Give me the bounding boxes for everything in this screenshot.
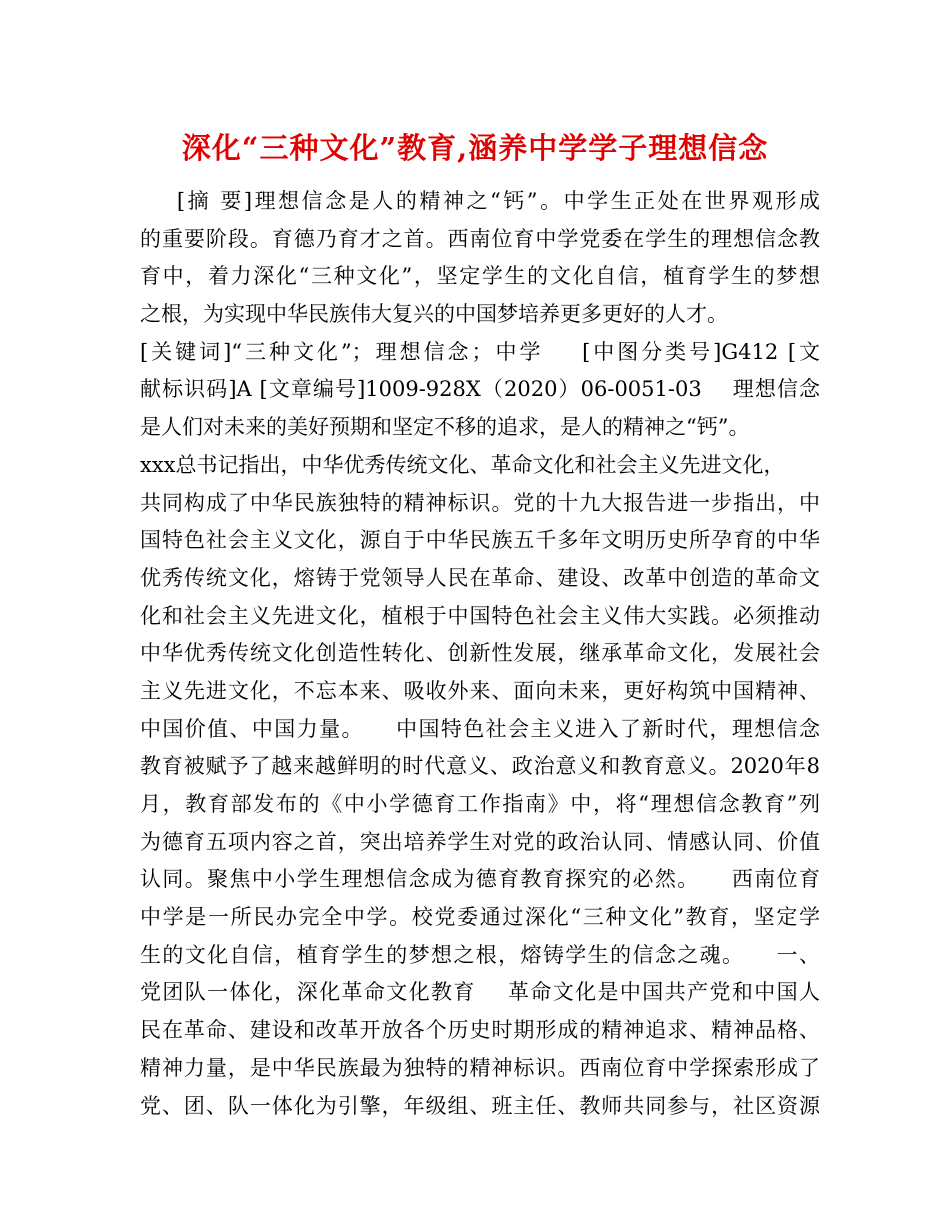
document-title: 深化“三种文化”教育,涵养中学学子理想信念 — [181, 131, 769, 165]
body-line: xxx总书记指出，中华优秀传统文化、革命文化和社会主义先进文化， — [140, 452, 785, 477]
body-line: 认同。聚焦中小学生理想信念成为德育教育探究的必然。 西南位育 — [140, 867, 820, 892]
body-line: 化和社会主义先进文化，植根于中国特色社会主义伟大实践。必须推动 — [140, 603, 820, 628]
body-line: 中华优秀传统文化创造性转化、创新性发展，继承革命文化，发展社会 — [140, 641, 820, 666]
body-line: 献标识码]A [文章编号]1009-928X（2020）06-0051-03 理想信念 — [140, 377, 820, 402]
body-line: 民在革命、建设和改革开放各个历史时期形成的精神追求、精神品格、 — [140, 1018, 820, 1043]
body-line: 中学是一所民办完全中学。校党委通过深化“三种文化”教育，坚定学 — [140, 905, 820, 930]
body-line: 中国价值、中国力量。 中国特色社会主义进入了新时代，理想信念 — [140, 716, 820, 741]
body-line: 党、团、队一体化为引擎，年级组、班主任、教师共同参与，社区资源 — [140, 1093, 820, 1118]
document-body — [140, 183, 820, 1125]
body-line: 主义先进文化，不忘本来、吸收外来、面向未来，更好构筑中国精神、 — [140, 678, 820, 703]
body-line: 是人们对未来的美好预期和坚定不移的追求，是人的精神之“钙”。 — [140, 415, 750, 440]
body-line: 共同构成了中华民族独特的精神标识。党的十九大报告进一步指出，中 — [140, 490, 820, 515]
body-line: 教育被赋予了越来越鲜明的时代意义、政治意义和教育意义。2020年8 — [140, 754, 820, 779]
body-line: 精神力量，是中华民族最为独特的精神标识。西南位育中学探索形成了 — [140, 1055, 820, 1080]
body-line: 党团队一体化，深化革命文化教育 革命文化是中国共产党和中国人 — [140, 980, 820, 1005]
body-line: 生的文化自信，植育学生的梦想之根，熔铸学生的信念之魂。 一、 — [140, 942, 820, 967]
body-line: 为德育五项内容之首，突出培养学生对党的政治认同、情感认同、价值 — [140, 829, 820, 854]
body-line: [摘 要]理想信念是人的精神之“钙”。中学生正处在世界观形成 — [140, 189, 820, 213]
body-line: [关键词]“三种文化”；理想信念；中学 [中图分类号]G412 [文 — [140, 339, 820, 364]
body-line: 育中，着力深化“三种文化”，坚定学生的文化自信，植育学生的梦想 — [140, 264, 820, 289]
body-line: 国特色社会主义文化，源自于中华民族五千多年文明历史所孕育的中华 — [140, 528, 820, 553]
body-line: 月，教育部发布的《中小学德育工作指南》中，将“理想信念教育”列 — [140, 792, 820, 816]
body-line: 优秀传统文化，熔铸于党领导人民在革命、建设、改革中创造的革命文 — [140, 565, 820, 590]
body-line: 之根，为实现中华民族伟大复兴的中国梦培养更多更好的人才。 — [140, 302, 728, 327]
body-line: 的重要阶段。育德乃育才之首。西南位育中学党委在学生的理想信念教 — [140, 226, 820, 251]
